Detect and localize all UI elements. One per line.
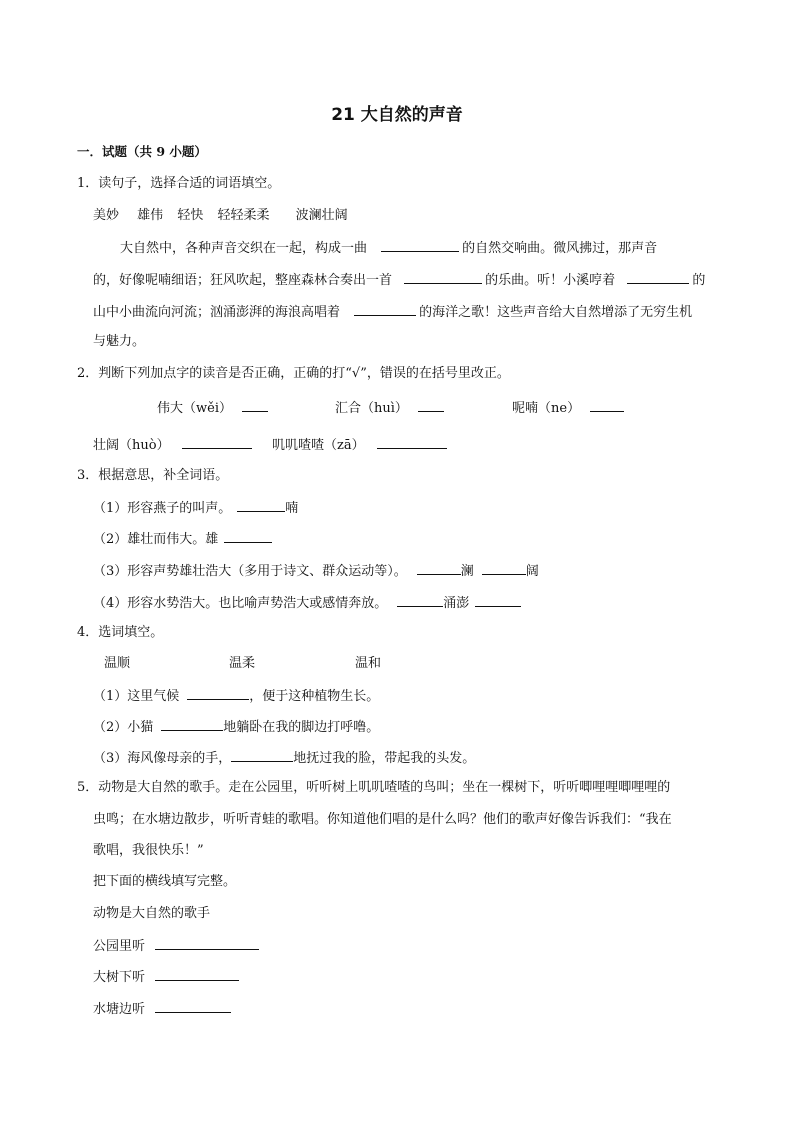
q4-item: （1）这里气候 ，便于这种植物生长。 — [93, 686, 379, 706]
q5-text-line: 虫鸣；在水塘边散步，听听青蛙的歌唱。你知道他们唱的是什么吗？他们的歌声好像告诉我们：“我在 — [93, 812, 672, 827]
answer-blank[interactable] — [187, 686, 249, 700]
q3-item: （2）雄壮而伟大。雄 — [93, 529, 275, 549]
answer-blank[interactable] — [377, 435, 447, 449]
q4-item: （2）小猫 地躺卧在我的脚边打呼噜。 — [93, 717, 379, 737]
q1-passage-line: 大自然中，各种声音交织在一起，构成一曲 的自然交响曲。微风拂过，那声音 — [120, 238, 657, 258]
q5-text-line: 把下面的横线填写完整。 — [93, 874, 237, 889]
word-option: 温顺 — [104, 656, 131, 671]
answer-blank[interactable] — [155, 967, 239, 981]
answer-blank[interactable] — [155, 936, 259, 950]
q2-item: 伟大（wěi） — [157, 398, 271, 418]
q1-word-bank — [93, 207, 348, 225]
word-option: 雄伟 — [137, 208, 164, 223]
answer-blank[interactable] — [381, 238, 459, 252]
answer-blank[interactable] — [627, 270, 689, 284]
q1-prompt: 1．读句子，选择合适的词语填空。 — [77, 176, 281, 191]
q5-text-line: 5．动物是大自然的歌手。走在公园里，听听树上叽叽喳喳的鸟叫；坐在一棵树下，听听唧哩哩唧哩哩的 — [77, 780, 671, 795]
answer-blank[interactable] — [482, 561, 526, 575]
q3-item: （1）形容燕子的叫声。 喃 — [93, 498, 298, 518]
word-option: 轻轻柔柔 — [217, 208, 270, 223]
answer-blank[interactable] — [161, 717, 223, 731]
answer-blank[interactable] — [418, 398, 444, 412]
q2-item: 壮阔（huò） — [93, 435, 255, 455]
q4-prompt: 4．选词填空。 — [77, 625, 164, 640]
word-option: 美妙 — [93, 208, 120, 223]
q2-item: 呢喃（ne） — [512, 398, 627, 418]
q3-item: （3）形容声势雄壮浩大（多用于诗文、群众运动等）。 澜 阔 — [93, 561, 539, 581]
q3-item: （4）形容水势浩大。也比喻声势浩大或感情奔放。 涌澎 — [93, 593, 524, 613]
q5-fill-line: 水塘边听 — [93, 999, 234, 1019]
answer-blank[interactable] — [155, 999, 231, 1013]
page-title: 21 大自然的声音 — [331, 105, 463, 125]
answer-blank[interactable] — [475, 593, 521, 607]
word-option: 轻快 — [177, 208, 204, 223]
q5-fill-line: 大树下听 — [93, 967, 242, 987]
answer-blank[interactable] — [404, 270, 482, 284]
q5-text-line: 动物是大自然的歌手 — [93, 906, 211, 921]
q5-text-line: 歌唱，我很快乐！” — [93, 843, 204, 858]
answer-blank[interactable] — [182, 435, 252, 449]
q2-prompt: 2．判断下列加点字的读音是否正确，正确的打“√”，错误的在括号里改正。 — [77, 366, 510, 381]
answer-blank[interactable] — [397, 593, 443, 607]
q3-prompt: 3．根据意思，补全词语。 — [77, 468, 229, 483]
word-option: 温和 — [355, 656, 382, 671]
q1-passage-line: 与魅力。 — [93, 334, 146, 349]
answer-blank[interactable] — [237, 498, 285, 512]
q5-fill-line: 公园里听 — [93, 936, 262, 956]
q4-item: （3）海风像母亲的手， 地抚过我的脸，带起我的头发。 — [93, 748, 475, 768]
answer-blank[interactable] — [417, 561, 461, 575]
word-option: 波澜壮阔 — [295, 208, 348, 223]
q1-passage-line: 山中小曲流向河流；汹涌澎湃的海浪高唱着 的海洋之歌！这些声音给大自然增添了无穷生机 — [93, 302, 692, 322]
answer-blank[interactable] — [354, 302, 416, 316]
section-heading: 一．试题（共 9 小题） — [77, 144, 207, 159]
q1-passage-line: 的，好像呢喃细语；狂风吹起，整座森林合奏出一首 的乐曲。听！小溪哼着 的 — [93, 270, 705, 290]
q2-item: 叽叽喳喳（zā） — [272, 435, 450, 455]
answer-blank[interactable] — [590, 398, 624, 412]
answer-blank[interactable] — [231, 748, 293, 762]
answer-blank[interactable] — [224, 529, 272, 543]
q2-item: 汇合（huì） — [335, 398, 447, 418]
answer-blank[interactable] — [242, 398, 268, 412]
word-option: 温柔 — [229, 656, 256, 671]
